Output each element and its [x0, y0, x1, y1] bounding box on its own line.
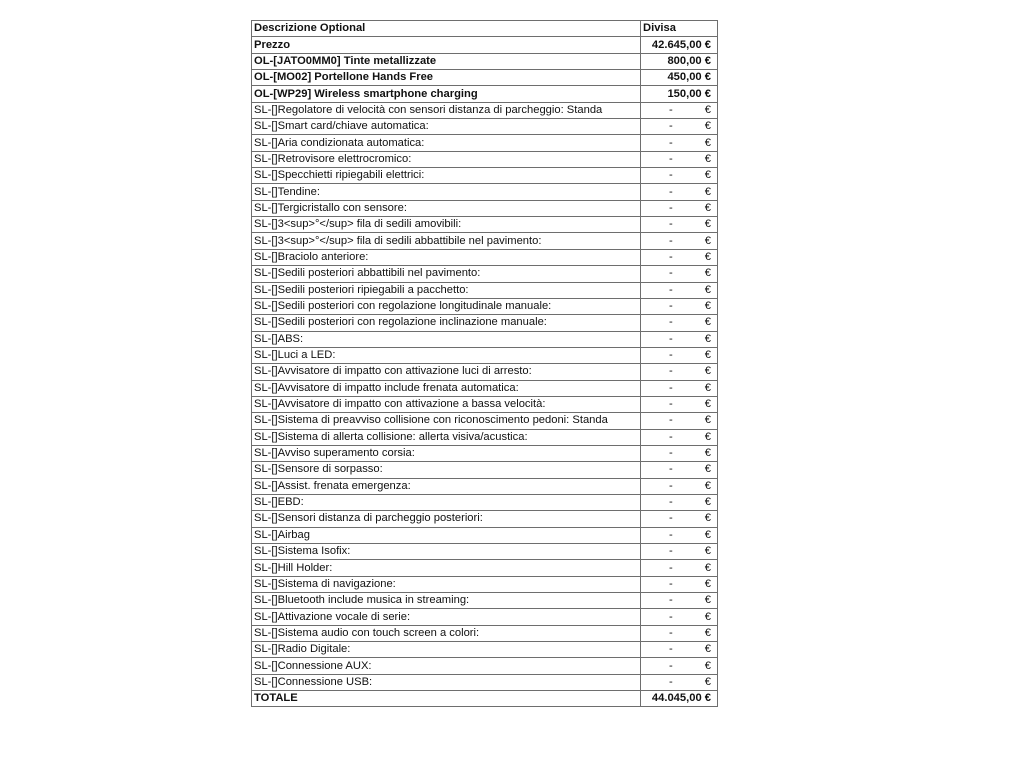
value-dash: - — [669, 561, 673, 574]
currency-symbol: € — [704, 120, 711, 133]
currency-symbol: € — [704, 218, 711, 231]
standard-equipment-row — [252, 413, 718, 429]
standard-equipment-value — [641, 364, 718, 380]
value-dash: - — [669, 447, 673, 460]
standard-equipment-value — [641, 249, 718, 265]
standard-equipment-row — [252, 445, 718, 461]
currency-symbol: € — [704, 283, 711, 296]
currency-symbol: € — [704, 185, 711, 198]
standard-equipment-value — [641, 413, 718, 429]
currency-symbol: € — [704, 643, 711, 656]
standard-equipment-row — [252, 184, 718, 200]
price-label: Prezzo — [252, 37, 641, 53]
optional-value: 450,00 € — [641, 70, 718, 86]
value-dash: - — [669, 577, 673, 590]
total-label: TOTALE — [252, 691, 641, 707]
standard-equipment-row — [252, 282, 718, 298]
currency-symbol: € — [704, 169, 711, 182]
standard-equipment-value — [641, 184, 718, 200]
currency-symbol: € — [704, 577, 711, 590]
value-dash: - — [669, 136, 673, 149]
standard-equipment-value — [641, 233, 718, 249]
standard-equipment-row — [252, 658, 718, 674]
standard-equipment-label: SL-[]Sedili posteriori con regolazione inclinazione manuale: — [252, 315, 641, 331]
total-value: 44.045,00 € — [641, 691, 718, 707]
value-dash: - — [669, 512, 673, 525]
standard-equipment-value — [641, 396, 718, 412]
value-dash: - — [669, 169, 673, 182]
standard-equipment-label: SL-[]Sistema di allerta collisione: allerta visiva/acustica: — [252, 429, 641, 445]
standard-equipment-value — [641, 609, 718, 625]
standard-equipment-label: SL-[]Retrovisore elettrocromico: — [252, 151, 641, 167]
standard-equipment-row — [252, 347, 718, 363]
value-dash: - — [669, 659, 673, 672]
currency-symbol: € — [704, 528, 711, 541]
value-dash: - — [669, 365, 673, 378]
standard-equipment-row — [252, 429, 718, 445]
standard-equipment-value — [641, 658, 718, 674]
value-dash: - — [669, 250, 673, 263]
standard-equipment-row — [252, 576, 718, 592]
standard-equipment-value — [641, 298, 718, 314]
standard-equipment-row — [252, 609, 718, 625]
standard-equipment-value — [641, 445, 718, 461]
standard-equipment-value — [641, 347, 718, 363]
standard-equipment-label: SL-[]Avviso superamento corsia: — [252, 445, 641, 461]
standard-equipment-label: SL-[]Sedili posteriori con regolazione longitudinale manuale: — [252, 298, 641, 314]
value-dash: - — [669, 463, 673, 476]
standard-equipment-value — [641, 511, 718, 527]
standard-equipment-label: SL-[]Sensori distanza di parcheggio posteriori: — [252, 511, 641, 527]
optional-price-table — [251, 20, 718, 707]
standard-equipment-row — [252, 560, 718, 576]
standard-equipment-label: SL-[]Sistema di preavviso collisione con riconoscimento pedoni: Standa — [252, 413, 641, 429]
standard-equipment-value — [641, 544, 718, 560]
value-dash: - — [669, 479, 673, 492]
currency-symbol: € — [704, 349, 711, 362]
standard-equipment-label: SL-[]Avvisatore di impatto con attivazione a bassa velocità: — [252, 396, 641, 412]
value-dash: - — [669, 594, 673, 607]
standard-equipment-row — [252, 266, 718, 282]
currency-symbol: € — [704, 332, 711, 345]
currency-symbol: € — [704, 463, 711, 476]
value-dash: - — [669, 120, 673, 133]
currency-symbol: € — [704, 430, 711, 443]
currency-symbol: € — [704, 545, 711, 558]
standard-equipment-row — [252, 625, 718, 641]
standard-equipment-row — [252, 674, 718, 690]
standard-equipment-label: SL-[]Sistema audio con touch screen a colori: — [252, 625, 641, 641]
standard-equipment-value — [641, 331, 718, 347]
standard-equipment-label: SL-[]Airbag — [252, 527, 641, 543]
standard-equipment-label: SL-[]Connessione USB: — [252, 674, 641, 690]
standard-equipment-label: SL-[]3<sup>°</sup> fila di sedili amovibili: — [252, 217, 641, 233]
value-dash: - — [669, 152, 673, 165]
value-dash: - — [669, 528, 673, 541]
standard-equipment-row — [252, 119, 718, 135]
currency-symbol: € — [704, 496, 711, 509]
standard-equipment-row — [252, 151, 718, 167]
standard-equipment-label: SL-[]Sistema Isofix: — [252, 544, 641, 560]
standard-equipment-value — [641, 674, 718, 690]
standard-equipment-value — [641, 135, 718, 151]
standard-equipment-value — [641, 593, 718, 609]
currency-symbol: € — [704, 659, 711, 672]
standard-equipment-value — [641, 119, 718, 135]
standard-equipment-row — [252, 478, 718, 494]
standard-equipment-value — [641, 560, 718, 576]
currency-symbol: € — [704, 512, 711, 525]
standard-equipment-value — [641, 217, 718, 233]
standard-equipment-row — [252, 233, 718, 249]
standard-equipment-label: SL-[]Specchietti ripiegabili elettrici: — [252, 168, 641, 184]
standard-equipment-row — [252, 527, 718, 543]
standard-equipment-label: SL-[]Aria condizionata automatica: — [252, 135, 641, 151]
standard-equipment-row — [252, 200, 718, 216]
value-dash: - — [669, 398, 673, 411]
currency-symbol: € — [704, 152, 711, 165]
standard-equipment-row — [252, 544, 718, 560]
standard-equipment-row — [252, 642, 718, 658]
currency-symbol: € — [704, 300, 711, 313]
optional-price-table-container — [251, 20, 717, 707]
standard-equipment-value — [641, 151, 718, 167]
standard-equipment-value — [641, 494, 718, 510]
standard-equipment-label: SL-[]Attivazione vocale di serie: — [252, 609, 641, 625]
value-dash: - — [669, 332, 673, 345]
standard-equipment-row — [252, 462, 718, 478]
price-row — [252, 37, 718, 53]
table-header-row — [252, 21, 718, 37]
standard-equipment-row — [252, 396, 718, 412]
currency-symbol: € — [704, 398, 711, 411]
currency-symbol: € — [704, 561, 711, 574]
standard-equipment-value — [641, 200, 718, 216]
value-dash: - — [669, 430, 673, 443]
optional-value: 150,00 € — [641, 86, 718, 102]
optional-row — [252, 70, 718, 86]
optional-row — [252, 53, 718, 69]
standard-equipment-row — [252, 168, 718, 184]
standard-equipment-label: SL-[]Avvisatore di impatto include frenata automatica: — [252, 380, 641, 396]
standard-equipment-label: SL-[]Assist. frenata emergenza: — [252, 478, 641, 494]
standard-equipment-row — [252, 298, 718, 314]
currency-symbol: € — [704, 267, 711, 280]
currency-symbol: € — [704, 136, 711, 149]
currency-symbol: € — [704, 250, 711, 263]
value-dash: - — [669, 300, 673, 313]
value-dash: - — [669, 103, 673, 116]
standard-equipment-label: SL-[]Avvisatore di impatto con attivazione luci di arresto: — [252, 364, 641, 380]
price-value: 42.645,00 € — [641, 37, 718, 53]
standard-equipment-label: SL-[]Luci a LED: — [252, 347, 641, 363]
standard-equipment-label: SL-[]Hill Holder: — [252, 560, 641, 576]
standard-equipment-row — [252, 494, 718, 510]
standard-equipment-row — [252, 102, 718, 118]
currency-symbol: € — [704, 234, 711, 247]
standard-equipment-value — [641, 102, 718, 118]
standard-equipment-label: SL-[]Connessione AUX: — [252, 658, 641, 674]
optional-label: OL-[WP29] Wireless smartphone charging — [252, 86, 641, 102]
value-dash: - — [669, 316, 673, 329]
standard-equipment-label: SL-[]Sensore di sorpasso: — [252, 462, 641, 478]
value-dash: - — [669, 349, 673, 362]
standard-equipment-row — [252, 364, 718, 380]
value-dash: - — [669, 675, 673, 688]
currency-symbol: € — [704, 414, 711, 427]
total-row — [252, 691, 718, 707]
value-dash: - — [669, 283, 673, 296]
standard-equipment-label: SL-[]Tergicristallo con sensore: — [252, 200, 641, 216]
standard-equipment-row — [252, 511, 718, 527]
standard-equipment-value — [641, 478, 718, 494]
standard-equipment-value — [641, 282, 718, 298]
standard-equipment-row — [252, 135, 718, 151]
standard-equipment-value — [641, 429, 718, 445]
value-dash: - — [669, 218, 673, 231]
currency-symbol: € — [704, 675, 711, 688]
value-dash: - — [669, 610, 673, 623]
standard-equipment-label: SL-[]Sedili posteriori ripiegabili a pacchetto: — [252, 282, 641, 298]
currency-symbol: € — [704, 316, 711, 329]
header-currency: Divisa — [641, 21, 718, 37]
currency-symbol: € — [704, 626, 711, 639]
standard-equipment-value — [641, 527, 718, 543]
value-dash: - — [669, 545, 673, 558]
currency-symbol: € — [704, 447, 711, 460]
standard-equipment-value — [641, 462, 718, 478]
value-dash: - — [669, 626, 673, 639]
currency-symbol: € — [704, 201, 711, 214]
standard-equipment-row — [252, 380, 718, 396]
currency-symbol: € — [704, 479, 711, 492]
standard-equipment-row — [252, 217, 718, 233]
standard-equipment-label: SL-[]ABS: — [252, 331, 641, 347]
standard-equipment-label: SL-[]Regolatore di velocità con sensori distanza di parcheggio: Standa — [252, 102, 641, 118]
value-dash: - — [669, 496, 673, 509]
optional-row — [252, 86, 718, 102]
value-dash: - — [669, 643, 673, 656]
standard-equipment-label: SL-[]Bluetooth include musica in streaming: — [252, 593, 641, 609]
standard-equipment-label: SL-[]Sedili posteriori abbattibili nel pavimento: — [252, 266, 641, 282]
standard-equipment-row — [252, 593, 718, 609]
value-dash: - — [669, 201, 673, 214]
standard-equipment-value — [641, 168, 718, 184]
value-dash: - — [669, 381, 673, 394]
value-dash: - — [669, 267, 673, 280]
currency-symbol: € — [704, 594, 711, 607]
optional-value: 800,00 € — [641, 53, 718, 69]
standard-equipment-row — [252, 331, 718, 347]
value-dash: - — [669, 234, 673, 247]
standard-equipment-value — [641, 576, 718, 592]
value-dash: - — [669, 414, 673, 427]
optional-label: OL-[MO02] Portellone Hands Free — [252, 70, 641, 86]
standard-equipment-label: SL-[]EBD: — [252, 494, 641, 510]
currency-symbol: € — [704, 381, 711, 394]
currency-symbol: € — [704, 610, 711, 623]
standard-equipment-value — [641, 315, 718, 331]
standard-equipment-label: SL-[]Braciolo anteriore: — [252, 249, 641, 265]
standard-equipment-value — [641, 380, 718, 396]
currency-symbol: € — [704, 103, 711, 116]
header-description: Descrizione Optional — [252, 21, 641, 37]
standard-equipment-label: SL-[]Radio Digitale: — [252, 642, 641, 658]
standard-equipment-value — [641, 266, 718, 282]
standard-equipment-label: SL-[]3<sup>°</sup> fila di sedili abbattibile nel pavimento: — [252, 233, 641, 249]
standard-equipment-label: SL-[]Tendine: — [252, 184, 641, 200]
standard-equipment-row — [252, 249, 718, 265]
standard-equipment-value — [641, 642, 718, 658]
value-dash: - — [669, 185, 673, 198]
standard-equipment-row — [252, 315, 718, 331]
currency-symbol: € — [704, 365, 711, 378]
standard-equipment-label: SL-[]Smart card/chiave automatica: — [252, 119, 641, 135]
standard-equipment-label: SL-[]Sistema di navigazione: — [252, 576, 641, 592]
optional-label: OL-[JATO0MM0] Tinte metallizzate — [252, 53, 641, 69]
standard-equipment-value — [641, 625, 718, 641]
